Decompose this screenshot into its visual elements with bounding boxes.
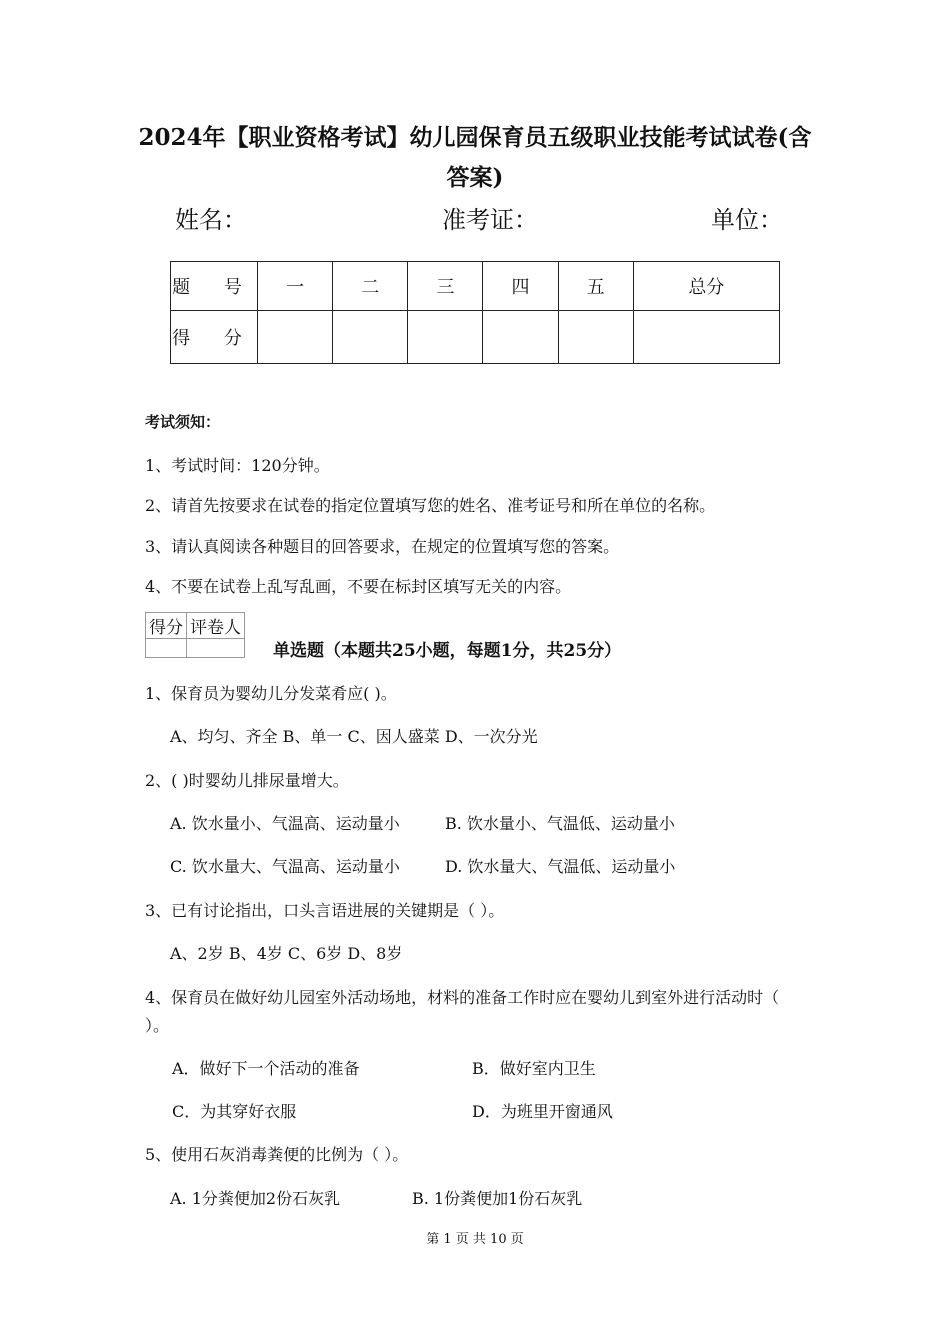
score-table-cell: 二 bbox=[333, 262, 408, 311]
grader-box-grader-cell[interactable] bbox=[187, 639, 245, 658]
score-input-cell[interactable] bbox=[558, 311, 633, 364]
question-4-stem-line-2: ）。 bbox=[145, 1016, 170, 1035]
page-number: 第 1 页 共 10 页 bbox=[426, 1232, 524, 1247]
question-4-option-d: D．为班里开窗通风 bbox=[472, 1102, 613, 1121]
notice-item: 2、请首先按要求在试卷的指定位置填写您的姓名、准考证号和所在单位的名称。 bbox=[145, 496, 716, 515]
grader-box-grader-label: 评卷人 bbox=[187, 613, 245, 639]
score-table-cell: 五 bbox=[558, 262, 633, 311]
score-input-cell[interactable] bbox=[633, 311, 779, 364]
question-4-stem-line-1: 4、保育员在做好幼儿园室外活动场地，材料的准备工作时应在婴幼儿到室外进行活动时（ bbox=[145, 988, 780, 1007]
question-2-option-d: D. 饮水量大、气温低、运动量小 bbox=[445, 857, 676, 876]
grader-box-score-label: 得分 bbox=[146, 613, 187, 639]
notice-title: 考试须知： bbox=[145, 413, 221, 431]
notice-item: 3、请认真阅读各种题目的回答要求，在规定的位置填写您的答案。 bbox=[145, 537, 620, 556]
section-title: 单选题（本题共25小题，每题1分，共25分） bbox=[273, 641, 622, 661]
question-5-option-b: B. 1份粪便加1份石灰乳 bbox=[412, 1189, 583, 1208]
score-table-cell: 四 bbox=[483, 262, 558, 311]
score-input-cell[interactable] bbox=[258, 311, 333, 364]
question-5-stem: 5、使用石灰消毒粪便的比例为（ ）。 bbox=[145, 1145, 409, 1164]
question-3-stem: 3、已有讨论指出，口头言语进展的关键期是（ ）。 bbox=[145, 901, 505, 920]
question-4-option-a: A．做好下一个活动的准备 bbox=[172, 1059, 360, 1078]
notice-item: 4、不要在试卷上乱写乱画，不要在标封区填写无关的内容。 bbox=[145, 577, 572, 596]
score-table-cell: 一 bbox=[258, 262, 333, 311]
exam-title-line-1: 2024年【职业资格考试】幼儿园保育员五级职业技能考试试卷(含 bbox=[138, 124, 812, 151]
score-input-cell[interactable] bbox=[333, 311, 408, 364]
score-input-cell[interactable] bbox=[408, 311, 483, 364]
name-label: 姓名： bbox=[175, 206, 247, 234]
exam-title-line-2: 答案) bbox=[446, 164, 504, 191]
question-4-option-b: B．做好室内卫生 bbox=[472, 1059, 596, 1078]
score-table-cell: 总分 bbox=[633, 262, 779, 311]
score-input-cell[interactable] bbox=[483, 311, 558, 364]
notice-item: 1、考试时间：120分钟。 bbox=[145, 456, 330, 475]
exam-id-label: 准考证： bbox=[442, 206, 538, 234]
score-table-cell: 得 分 bbox=[171, 311, 258, 364]
exam-title bbox=[100, 118, 850, 198]
unit-label: 单位： bbox=[711, 206, 783, 234]
question-2-stem: 2、( )时婴幼儿排尿量增大。 bbox=[145, 771, 349, 790]
question-3-options: A、2岁 B、4岁 C、6岁 D、8岁 bbox=[170, 944, 403, 963]
score-table-cell: 题 号 bbox=[171, 262, 258, 311]
score-table bbox=[170, 261, 780, 364]
grader-box-score-cell[interactable] bbox=[146, 639, 187, 658]
score-table-header-row bbox=[171, 262, 780, 311]
grader-box bbox=[145, 612, 245, 658]
score-table-cell: 三 bbox=[408, 262, 483, 311]
score-table-score-row bbox=[171, 311, 780, 364]
question-5-option-a: A. 1分粪便加2份石灰乳 bbox=[170, 1189, 341, 1208]
question-1-stem: 1、保育员为婴幼儿分发菜肴应( )。 bbox=[145, 684, 397, 703]
question-1-options: A、均匀、齐全 B、单一 C、因人盛菜 D、一次分光 bbox=[170, 727, 538, 746]
question-4-option-c: C．为其穿好衣服 bbox=[172, 1102, 297, 1121]
question-2-option-a: A. 饮水量小、气温高、运动量小 bbox=[170, 814, 400, 833]
question-2-option-c: C. 饮水量大、气温高、运动量小 bbox=[170, 857, 400, 876]
question-2-option-b: B. 饮水量小、气温低、运动量小 bbox=[445, 814, 675, 833]
